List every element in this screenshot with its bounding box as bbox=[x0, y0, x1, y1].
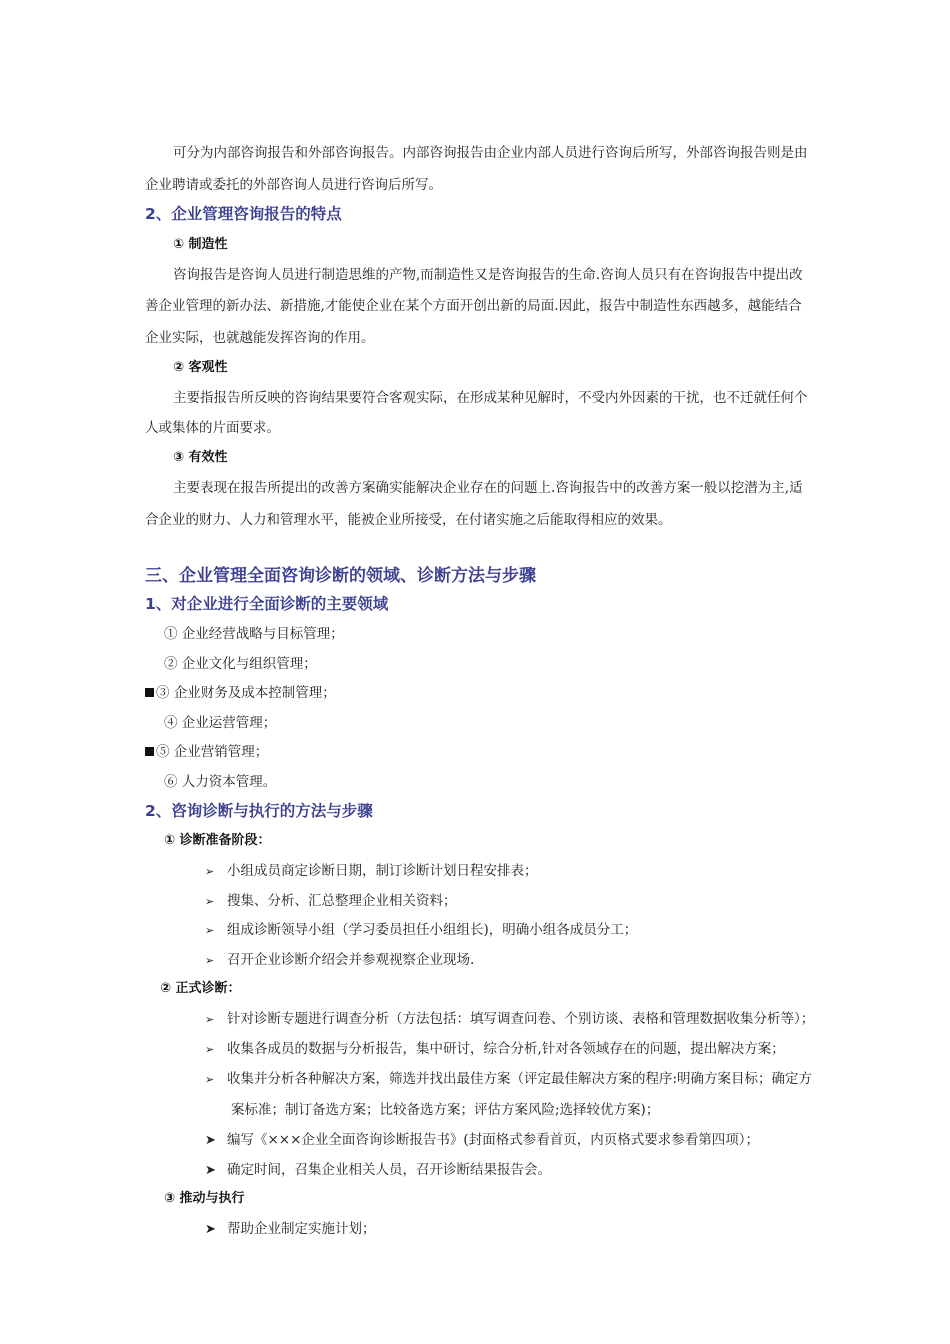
area-item-3: ③ 企业财务及成本控制管理； bbox=[156, 685, 336, 701]
formal-item-4: ➤ 编写《×××企业全面咨询诊断报告书》(封面格式参看首页，内页格式要求参看第四项）； bbox=[205, 1132, 759, 1148]
arrow-bullet-icon: ➢ bbox=[205, 954, 215, 967]
creativity-line-1: 咨询报告是咨询人员进行制造思维的产物,而制造性又是咨询报告的生命.咨询人员只有在咨询报告中提出改 bbox=[173, 267, 803, 283]
area-item-6: ⑥ 人力资本管理。 bbox=[164, 774, 277, 790]
arrow-bullet-icon: ➢ bbox=[205, 924, 215, 937]
formal-item-3: ➢ 收集并分析各种解决方案，筛选并找出最佳方案（评定最佳解决方案的程序:明确方案目标；确定方 bbox=[205, 1071, 813, 1087]
arrow-bullet-icon: ➤ bbox=[205, 1222, 216, 1237]
arrow-bullet-icon: ➢ bbox=[205, 1013, 215, 1026]
creativity-line-3: 企业实际，也就越能发挥咨询的作用。 bbox=[145, 330, 375, 346]
area-item-5-row bbox=[145, 740, 268, 760]
black-square-bullet-icon bbox=[145, 688, 154, 697]
subheading-effectiveness: ③ 有效性 bbox=[173, 450, 228, 465]
section-heading-diagnosis-areas: 1、对企业进行全面诊断的主要领域 bbox=[145, 595, 389, 613]
area-item-4: ④ 企业运营管理； bbox=[164, 715, 277, 731]
arrow-bullet-icon: ➤ bbox=[205, 1133, 216, 1148]
area-item-3-row bbox=[145, 681, 336, 701]
arrow-bullet-icon: ➢ bbox=[205, 1073, 215, 1086]
subheading-formal-diagnosis: ② 正式诊断： bbox=[160, 981, 241, 996]
prep-item-4: ➢ 召开企业诊断介绍会并参观视察企业现场. bbox=[205, 952, 475, 968]
section-heading-methods: 2、咨询诊断与执行的方法与步骤 bbox=[145, 802, 373, 820]
area-item-5: ⑤ 企业营销管理； bbox=[156, 744, 269, 760]
formal-item-2: ➢ 收集各成员的数据与分析报告，集中研讨，综合分析,针对各领域存在的问题，提出解决方案； bbox=[205, 1041, 785, 1057]
objectivity-line-1: 主要指报告所反映的咨询结果要符合客观实际，在形成某种见解时，不受内外因素的干扰，也不迁就任何个 bbox=[173, 390, 808, 406]
prep-item-2: ➢ 搜集、分析、汇总整理企业相关资料； bbox=[205, 893, 457, 909]
subheading-execute: ③ 推动与执行 bbox=[164, 1191, 245, 1206]
subheading-creativity: ① 制造性 bbox=[173, 237, 228, 252]
arrow-bullet-icon: ➢ bbox=[205, 865, 215, 878]
objectivity-line-2: 人或集体的片面要求。 bbox=[145, 420, 280, 436]
formal-item-1: ➢ 针对诊断专题进行调查分析（方法包括：填写调查问卷、个别访谈、表格和管理数据收集分析等）； bbox=[205, 1011, 815, 1027]
area-item-2: ② 企业文化与组织管理； bbox=[164, 656, 317, 672]
arrow-bullet-icon: ➤ bbox=[205, 1163, 216, 1178]
part-heading-diagnosis: 三、企业管理全面咨询诊断的领域、诊断方法与步骤 bbox=[145, 566, 536, 586]
prep-item-3: ➢ 组成诊断领导小组（学习委员担任小组组长)，明确小组各成员分工； bbox=[205, 922, 638, 938]
execute-item-1: ➤ 帮助企业制定实施计划； bbox=[205, 1221, 376, 1237]
intro-line-2: 企业聘请或委托的外部咨询人员进行咨询后所写。 bbox=[145, 177, 442, 193]
effectiveness-line-1: 主要表现在报告所提出的改善方案确实能解决企业存在的问题上.咨询报告中的改善方案一般以挖潜为主,适 bbox=[173, 480, 803, 496]
area-item-1: ① 企业经营战略与目标管理； bbox=[164, 626, 344, 642]
creativity-line-2: 善企业管理的新办法、新措施,才能使企业在某个方面开创出新的局面.因此，报告中制造性东西越多，越能结合 bbox=[145, 298, 802, 314]
section-heading-report-features: 2、企业管理咨询报告的特点 bbox=[145, 205, 342, 223]
subheading-prep-stage: ① 诊断准备阶段： bbox=[164, 833, 271, 848]
effectiveness-line-2: 合企业的财力、人力和管理水平，能被企业所接受，在付诸实施之后能取得相应的效果。 bbox=[145, 512, 672, 528]
black-square-bullet-icon bbox=[145, 747, 154, 756]
formal-item-3-continuation: 案标准；制订备选方案；比较备选方案；评估方案风险;选择较优方案)； bbox=[231, 1102, 660, 1118]
prep-item-1: ➢ 小组成员商定诊断日期，制订诊断计划日程安排表； bbox=[205, 863, 538, 879]
formal-item-5: ➤ 确定时间，召集企业相关人员，召开诊断结果报告会。 bbox=[205, 1162, 551, 1178]
intro-line-1: 可分为内部咨询报告和外部咨询报告。内部咨询报告由企业内部人员进行咨询后所写，外部咨询报告则是由 bbox=[173, 145, 808, 161]
arrow-bullet-icon: ➢ bbox=[205, 895, 215, 908]
subheading-objectivity: ② 客观性 bbox=[173, 360, 228, 375]
arrow-bullet-icon: ➢ bbox=[205, 1043, 215, 1056]
